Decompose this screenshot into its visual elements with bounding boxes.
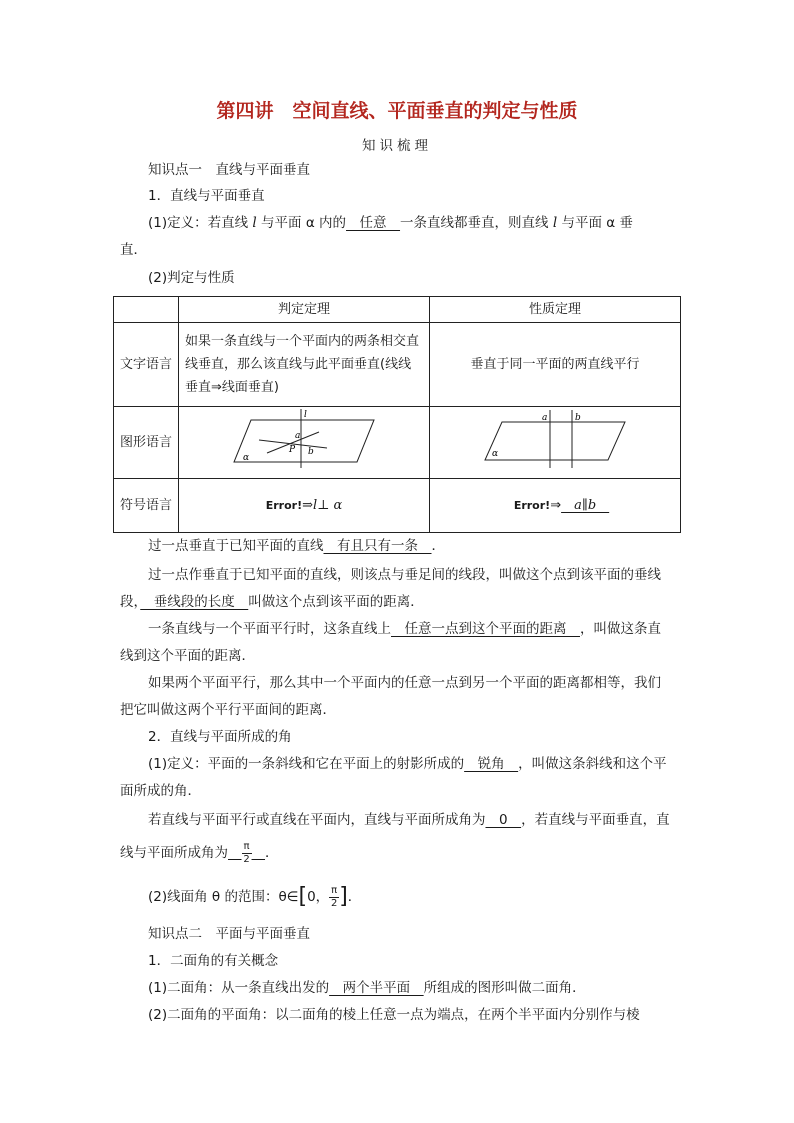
row-label-text: 文字语言: [114, 323, 179, 407]
para-plane-distance: 如果两个平面平行，那么其中一个平面内的任意一点到另一个平面的距离都相等，我们: [148, 675, 661, 691]
table-head-judge: 判定定理: [179, 297, 430, 323]
label-alpha: α: [243, 452, 250, 463]
table-corner: [114, 297, 179, 323]
label-l: l: [304, 409, 307, 420]
angle-range: (2)线面角 θ 的范围：θ∈[0， $\frac{\pi}{2}$ ]．: [148, 884, 362, 909]
label-a: a: [295, 430, 301, 441]
para-plane-distance-cont: 把它叫做这两个平行平面间的距离．: [120, 702, 336, 718]
angle-special-cases: 若直线与平面平行或直线在平面内，直线与平面所成角为 0 ，若直线与平面垂直，直: [148, 812, 670, 828]
kp1-definition: (1)定义：若直线 l 与平面 α 内的 任意 一条直线都垂直，则直线 l 与平面 α 垂: [148, 215, 633, 231]
para-line-distance-cont: 线到这个平面的距离．: [120, 648, 255, 664]
cell-judge-text: 如果一条直线与一个平面内的两条相交直线垂直，那么该直线与此平面垂直(线线垂直⇒线面垂直): [179, 323, 430, 407]
page-title: 第四讲 空间直线、平面垂直的判定与性质: [216, 100, 578, 122]
para-unique-perp: 过一点垂直于已知平面的直线 有且只有一条 ．: [148, 538, 445, 554]
para-perp-segment: 过一点作垂直于已知平面的直线，则该点与垂足间的线段，叫做这个点到该平面的垂线: [148, 567, 661, 583]
para-line-distance: 一条直线与一个平面平行时，这条直线上 任意一点到这个平面的距离 ，叫做这条直: [148, 621, 661, 637]
dihedral-plane-angle: (2)二面角的平面角：以二面角的棱上任意一点为端点，在两个半平面内分别作与棱: [148, 1007, 640, 1023]
angle-definition: (1)定义：平面的一条斜线和它在平面上的射影所成的 锐角 ，叫做这条斜线和这个平: [148, 756, 667, 772]
label-a2: a: [542, 412, 548, 423]
parallel-lines-figure: [480, 408, 630, 470]
label-P: P: [289, 444, 296, 455]
cell-judge-symbol: Error!⇒l⊥ α: [179, 479, 430, 533]
cell-judge-figure: [179, 407, 430, 479]
dihedral-definition: (1)二面角：从一条直线出发的 两个半平面 所组成的图形叫做二面角．: [148, 980, 586, 996]
section-subtitle: 知识梳理: [362, 138, 432, 154]
blank-fill: 任意: [346, 215, 401, 231]
angle-perp-value: 线与平面所成角为 $\frac{\pi}{2}$ ．: [120, 840, 279, 865]
kp1-s3: 2．直线与平面所成的角: [148, 729, 292, 745]
line-plane-perp-figure: [229, 408, 379, 470]
kp1-s1: 1．直线与平面垂直: [148, 188, 265, 204]
angle-definition-cont: 面所成的角．: [120, 783, 201, 799]
kp2-s1: 1．二面角的有关概念: [148, 953, 279, 969]
kp2-heading: 知识点二 平面与平面垂直: [148, 926, 310, 942]
kp1-definition-cont: 直．: [120, 242, 147, 258]
cell-prop-symbol: Error!⇒ a∥b: [430, 479, 681, 533]
kp1-heading: 知识点一 直线与平面垂直: [148, 162, 310, 178]
label-b2: b: [575, 412, 581, 423]
label-b: b: [308, 446, 314, 457]
cell-prop-text: 垂直于同一平面的两直线平行: [430, 323, 681, 407]
row-label-symbol: 符号语言: [114, 479, 179, 533]
kp1-s2: (2)判定与性质: [148, 270, 235, 286]
para-perp-segment-cont: 段， 垂线段的长度 叫做这个点到该平面的距离．: [120, 594, 424, 610]
cell-prop-figure: [430, 407, 681, 479]
table-head-prop: 性质定理: [430, 297, 681, 323]
label-alpha2: α: [492, 448, 499, 459]
row-label-figure: 图形语言: [114, 407, 179, 479]
property-table: [113, 296, 681, 533]
